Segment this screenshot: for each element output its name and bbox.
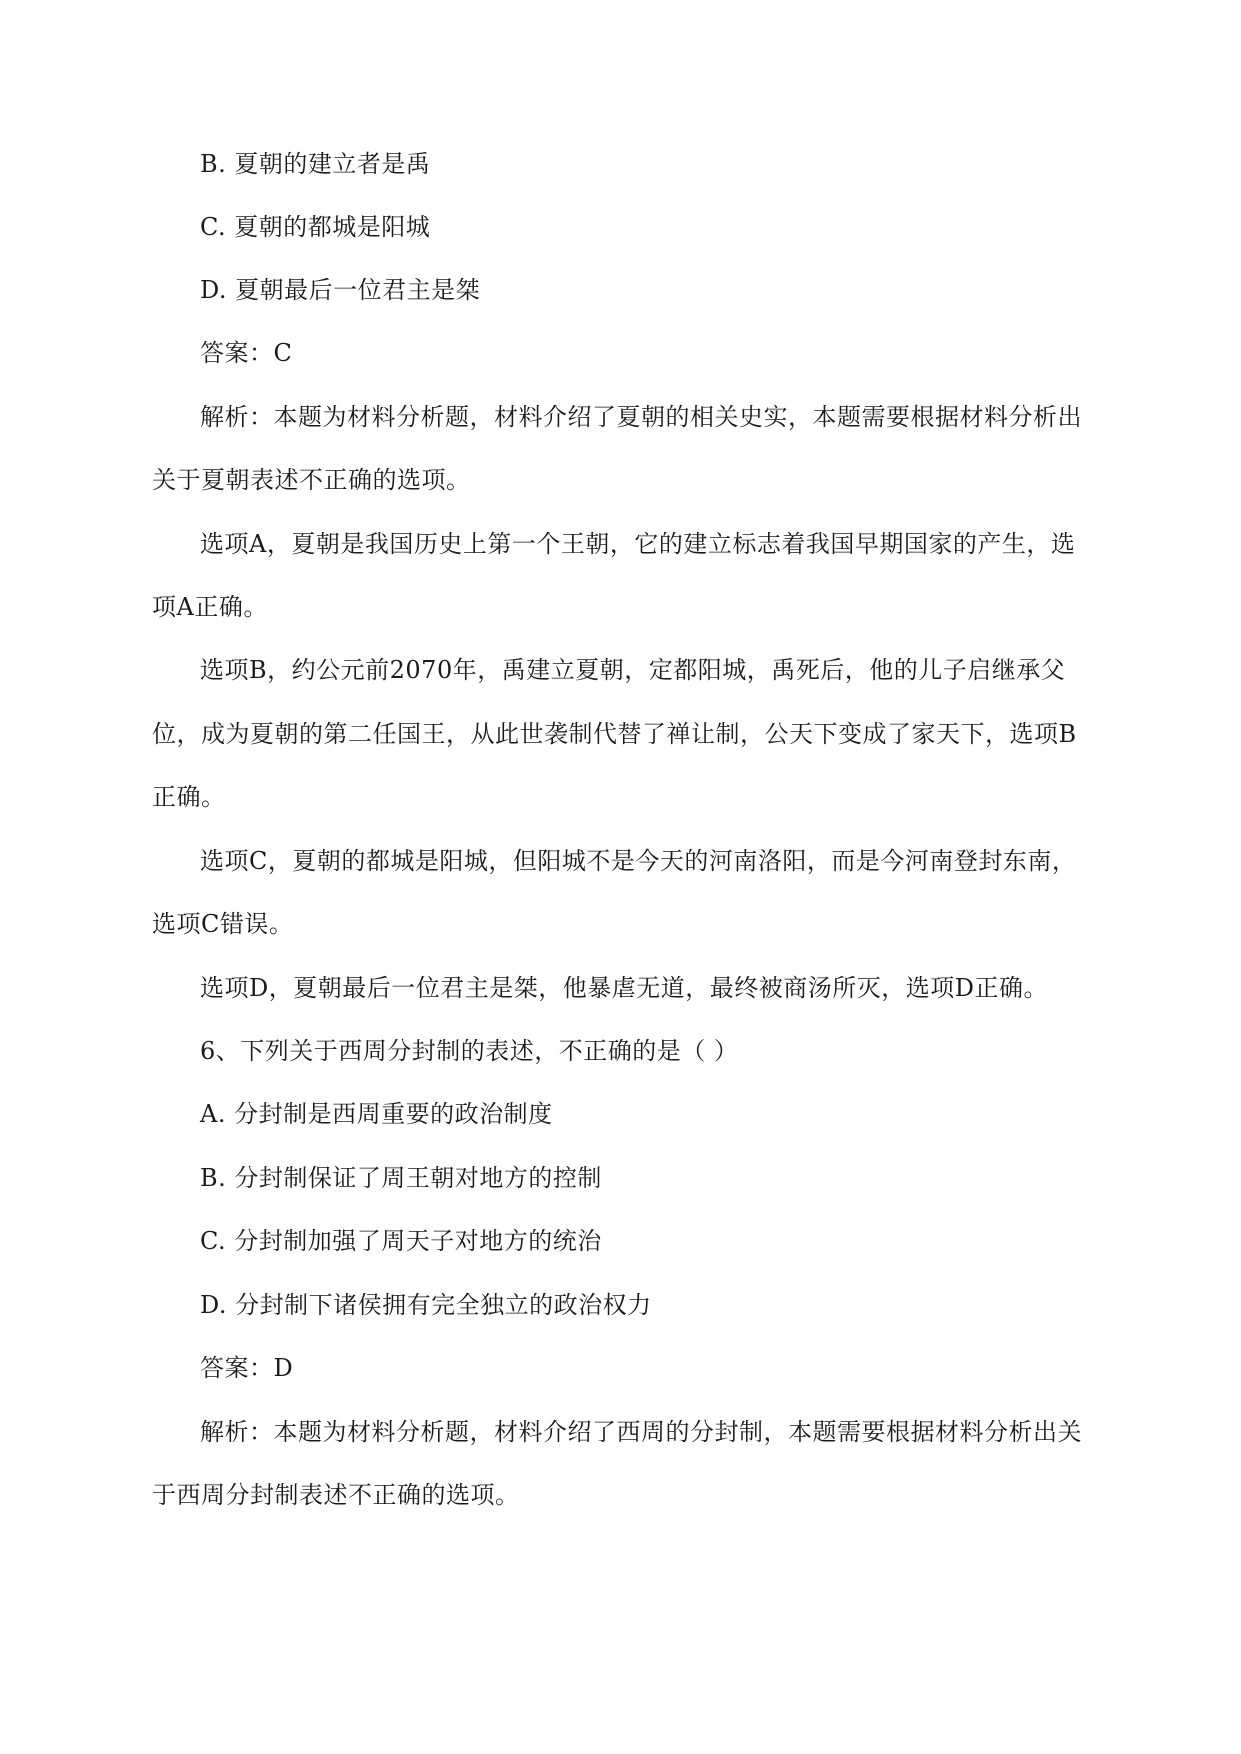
q6-stem: 6、下列关于西周分封制的表述，不正确的是（ ） bbox=[200, 1037, 739, 1065]
q6-option-a: A. 分封制是西周重要的政治制度 bbox=[200, 1100, 553, 1128]
q5-analysis-line-1: 解析：本题为材料分析题，材料介绍了夏朝的相关史实，本题需要根据材料分析出 bbox=[200, 403, 1082, 431]
q5-option-d-analysis: 选项D，夏朝最后一位君主是桀，他暴虐无道，最终被商汤所灭，选项D正确。 bbox=[200, 974, 1048, 1002]
q5-option-d: D. 夏朝最后一位君主是桀 bbox=[200, 276, 481, 304]
q5-option-c-analysis-line-1: 选项C，夏朝的都城是阳城，但阳城不是今天的河南洛阳，而是今河南登封东南， bbox=[200, 847, 1077, 875]
q5-option-b-analysis-line-2: 位，成为夏朝的第二任国王，从此世袭制代替了禅让制，公天下变成了家天下，选项B bbox=[152, 720, 1077, 748]
q5-option-c: C. 夏朝的都城是阳城 bbox=[200, 213, 431, 241]
q5-answer: 答案：C bbox=[200, 339, 293, 367]
q6-analysis-line-1: 解析：本题为材料分析题，材料介绍了西周的分封制，本题需要根据材料分析出关 bbox=[200, 1418, 1082, 1446]
q5-option-a-analysis-line-1: 选项A，夏朝是我国历史上第一个王朝，它的建立标志着我国早期国家的产生，选 bbox=[200, 530, 1076, 558]
q5-option-a-analysis-line-2: 项A正确。 bbox=[152, 593, 268, 621]
q6-option-d: D. 分封制下诸侯拥有完全独立的政治权力 bbox=[200, 1291, 652, 1319]
q5-option-b-analysis-line-1: 选项B，约公元前2070年，禹建立夏朝，定都阳城，禹死后，他的儿子启继承父 bbox=[200, 656, 1066, 684]
q5-analysis-line-2: 关于夏朝表述不正确的选项。 bbox=[152, 466, 471, 494]
q6-option-b: B. 分封制保证了周王朝对地方的控制 bbox=[200, 1164, 602, 1192]
q6-answer: 答案：D bbox=[200, 1354, 294, 1382]
q6-analysis-line-2: 于西周分封制表述不正确的选项。 bbox=[152, 1481, 520, 1509]
q5-option-c-analysis-line-2: 选项C错误。 bbox=[152, 910, 294, 938]
q5-option-b-analysis-line-3: 正确。 bbox=[152, 783, 226, 811]
q6-option-c: C. 分封制加强了周天子对地方的统治 bbox=[200, 1227, 602, 1255]
q5-option-b: B. 夏朝的建立者是禹 bbox=[200, 150, 431, 178]
